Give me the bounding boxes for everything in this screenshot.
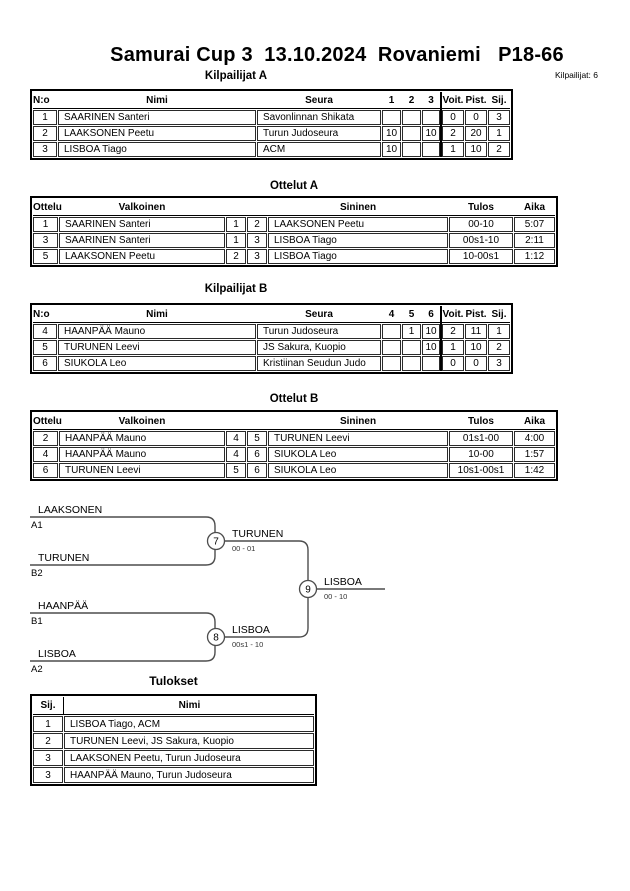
blue-no-cell: 6 [247, 447, 267, 462]
col-header-round-2: 2 [408, 94, 415, 106]
points-cell: 10 [465, 340, 487, 355]
match-7-number: 7 [213, 536, 219, 548]
blue-no-cell: 3 [247, 249, 267, 264]
place-cell: 1 [488, 126, 510, 141]
col-header-name: Nimi [146, 94, 168, 106]
bracket-player-turunen: TURUNEN [38, 552, 90, 564]
col-header-result: Tulos [468, 201, 494, 213]
result-cell: 10-00s1 [449, 249, 513, 264]
time-cell: 1:57 [514, 447, 555, 462]
competitors-count: Kilpailijat: 6 [555, 70, 598, 80]
place-cell: 1 [33, 716, 63, 732]
col-header-blue: Sininen [339, 201, 377, 213]
section-title-pool-a: Kilpailijat A [204, 70, 268, 82]
wins-cell: 1 [442, 340, 464, 355]
name-cell: HAANPÄÄ Mauno [58, 324, 256, 339]
result-row [33, 767, 314, 783]
round-cell: 10 [382, 142, 401, 157]
white-no-cell: 4 [226, 447, 246, 462]
blue-name-cell: SIUKOLA Leo [268, 463, 448, 478]
result-name-cell: HAANPÄÄ Mauno, Turun Judoseura [64, 767, 314, 783]
place-cell: 3 [33, 767, 63, 783]
name-cell: SIUKOLA Leo [58, 356, 256, 371]
results-table [30, 694, 317, 786]
white-name-cell: SAARINEN Santeri [59, 217, 225, 232]
round-cell: 10 [422, 340, 440, 355]
white-no-cell: 4 [226, 431, 246, 446]
white-name-cell: LAAKSONEN Peetu [59, 249, 225, 264]
no-cell: 3 [33, 142, 57, 157]
wins-cell: 0 [442, 356, 464, 371]
wins-cell: 2 [442, 126, 464, 141]
bracket-player-lisboa: LISBOA [38, 648, 76, 660]
col-header-club: Seura [305, 308, 333, 320]
bracket-line-a1 [30, 517, 215, 533]
match-no-cell: 1 [33, 217, 58, 232]
match-no-cell: 4 [33, 447, 58, 462]
result-name-cell: LISBOA Tiago, ACM [64, 716, 314, 732]
no-cell: 5 [33, 340, 57, 355]
result-row [33, 750, 314, 766]
no-cell: 1 [33, 110, 57, 125]
round-cell: 10 [422, 324, 440, 339]
results-header-row [33, 697, 314, 715]
result-name-cell: TURUNEN Leevi, JS Sakura, Kuopio [64, 733, 314, 749]
wins-cell: 2 [442, 324, 464, 339]
bracket-seed-a1: A1 [31, 520, 43, 531]
match-8-number: 8 [213, 632, 219, 644]
time-cell: 5:07 [514, 217, 555, 232]
result-row [33, 716, 314, 732]
bracket-seed-b2: B2 [31, 568, 43, 579]
bracket-seed-a2: A2 [31, 664, 43, 675]
result-cell: 10-00 [449, 447, 513, 462]
name-cell: TURUNEN Leevi [58, 340, 256, 355]
col-header-match: Ottelu [33, 201, 62, 213]
col-header-wins: Voit. [442, 308, 464, 320]
blue-no-cell: 3 [247, 233, 267, 248]
result-cell: 00s1-10 [449, 233, 513, 248]
result-cell: 01s1-00 [449, 431, 513, 446]
match-no-cell: 2 [33, 431, 58, 446]
round-cell: 1 [402, 324, 421, 339]
match-no-cell: 5 [33, 249, 58, 264]
col-header-white: Valkoinen [118, 415, 166, 427]
col-header-name: Nimi [146, 308, 168, 320]
col-header-place: Sij. [33, 697, 64, 714]
col-header-points: Pist. [465, 94, 487, 106]
club-cell: Savonlinnan Shikata [257, 110, 381, 125]
white-name-cell: SAARINEN Santeri [59, 233, 225, 248]
col-header-time: Aika [523, 415, 546, 427]
col-header-points: Pist. [465, 308, 487, 320]
blue-name-cell: TURUNEN Leevi [268, 431, 448, 446]
round-cell: 10 [382, 126, 401, 141]
white-name-cell: TURUNEN Leevi [59, 463, 225, 478]
white-no-cell: 1 [226, 217, 246, 232]
white-name-cell: HAANPÄÄ Mauno [59, 447, 225, 462]
col-header-round-3: 3 [428, 94, 434, 106]
white-no-cell: 5 [226, 463, 246, 478]
bracket-player-laaksonen: LAAKSONEN [38, 504, 103, 516]
col-header-name: Nimi [178, 700, 201, 711]
name-cell: SAARINEN Santeri [58, 110, 256, 125]
result-cell: 10s1-00s1 [449, 463, 513, 478]
no-cell: 2 [33, 126, 57, 141]
bracket-final-score: 00 - 10 [324, 592, 348, 601]
club-cell: Turun Judoseura [257, 126, 381, 141]
col-header-white: Valkoinen [118, 201, 166, 213]
time-cell: 4:00 [514, 431, 555, 446]
place-cell: 2 [488, 340, 510, 355]
blue-no-cell: 2 [247, 217, 267, 232]
bracket-line-b1 [30, 613, 215, 629]
result-cell: 00-10 [449, 217, 513, 232]
time-cell: 2:11 [514, 233, 555, 248]
round-cell: 10 [422, 126, 440, 141]
no-cell: 6 [33, 356, 57, 371]
club-cell: ACM [257, 142, 381, 157]
points-cell: 11 [465, 324, 487, 339]
col-header-result: Tulos [468, 415, 494, 427]
match-no-cell: 3 [33, 233, 58, 248]
place-cell: 3 [33, 750, 63, 766]
wins-cell: 0 [442, 110, 464, 125]
bracket-semi2-score: 00s1 - 10 [232, 640, 264, 649]
col-header-place: Sij. [491, 94, 507, 106]
result-row [33, 733, 314, 749]
bracket-semi2-winner: LISBOA [232, 624, 270, 636]
bracket-player-haanpaa: HAANPÄÄ [38, 600, 89, 612]
white-no-cell: 2 [226, 249, 246, 264]
match-no-cell: 6 [33, 463, 58, 478]
time-cell: 1:42 [514, 463, 555, 478]
wins-cell: 1 [442, 142, 464, 157]
blue-name-cell: LAAKSONEN Peetu [268, 217, 448, 232]
points-cell: 20 [465, 126, 487, 141]
place-cell: 1 [488, 324, 510, 339]
white-no-cell: 1 [226, 233, 246, 248]
col-header-round-1: 1 [388, 94, 395, 106]
col-header-no: N:o [33, 308, 50, 320]
col-header-round-5: 5 [408, 308, 415, 320]
match-9-number: 9 [305, 584, 311, 596]
club-cell: Kristiinan Seudun Judo [257, 356, 381, 371]
white-name-cell: HAANPÄÄ Mauno [59, 431, 225, 446]
blue-no-cell: 6 [247, 463, 267, 478]
section-title-matches-b: Ottelut B [269, 393, 319, 405]
points-cell: 0 [465, 110, 487, 125]
club-cell: Turun Judoseura [257, 324, 381, 339]
name-cell: LISBOA Tiago [58, 142, 256, 157]
points-cell: 0 [465, 356, 487, 371]
col-header-wins: Voit. [442, 94, 464, 106]
col-header-round-6: 6 [428, 308, 434, 320]
section-title-matches-a: Ottelut A [269, 180, 319, 192]
blue-name-cell: LISBOA Tiago [268, 233, 448, 248]
col-header-round-4: 4 [388, 308, 395, 320]
page-title: Samurai Cup 3 13.10.2024 Rovaniemi P18-66 [110, 44, 564, 66]
no-cell: 4 [33, 324, 57, 339]
blue-name-cell: SIUKOLA Leo [268, 447, 448, 462]
club-cell: JS Sakura, Kuopio [257, 340, 381, 355]
place-cell: 2 [488, 142, 510, 157]
col-header-blue: Sininen [339, 415, 377, 427]
time-cell: 1:12 [514, 249, 555, 264]
place-cell: 3 [488, 110, 510, 125]
col-header-time: Aika [523, 201, 546, 213]
bracket-semi1-score: 00 - 01 [232, 544, 256, 553]
place-cell: 3 [488, 356, 510, 371]
points-cell: 10 [465, 142, 487, 157]
col-header-no: N:o [33, 94, 50, 106]
col-header-club: Seura [305, 94, 333, 106]
name-cell: LAAKSONEN Peetu [58, 126, 256, 141]
bracket-final-winner: LISBOA [324, 576, 362, 588]
section-title-pool-b: Kilpailijat B [204, 283, 268, 295]
col-header-place: Sij. [491, 308, 507, 320]
bracket-seed-b1: B1 [31, 616, 43, 627]
section-title-results: Tulokset [149, 674, 198, 688]
place-cell: 2 [33, 733, 63, 749]
blue-no-cell: 5 [247, 431, 267, 446]
result-name-cell: LAAKSONEN Peetu, Turun Judoseura [64, 750, 314, 766]
bracket-semi1-winner: TURUNEN [232, 528, 284, 540]
col-header-match: Ottelu [33, 415, 62, 427]
blue-name-cell: LISBOA Tiago [268, 249, 448, 264]
